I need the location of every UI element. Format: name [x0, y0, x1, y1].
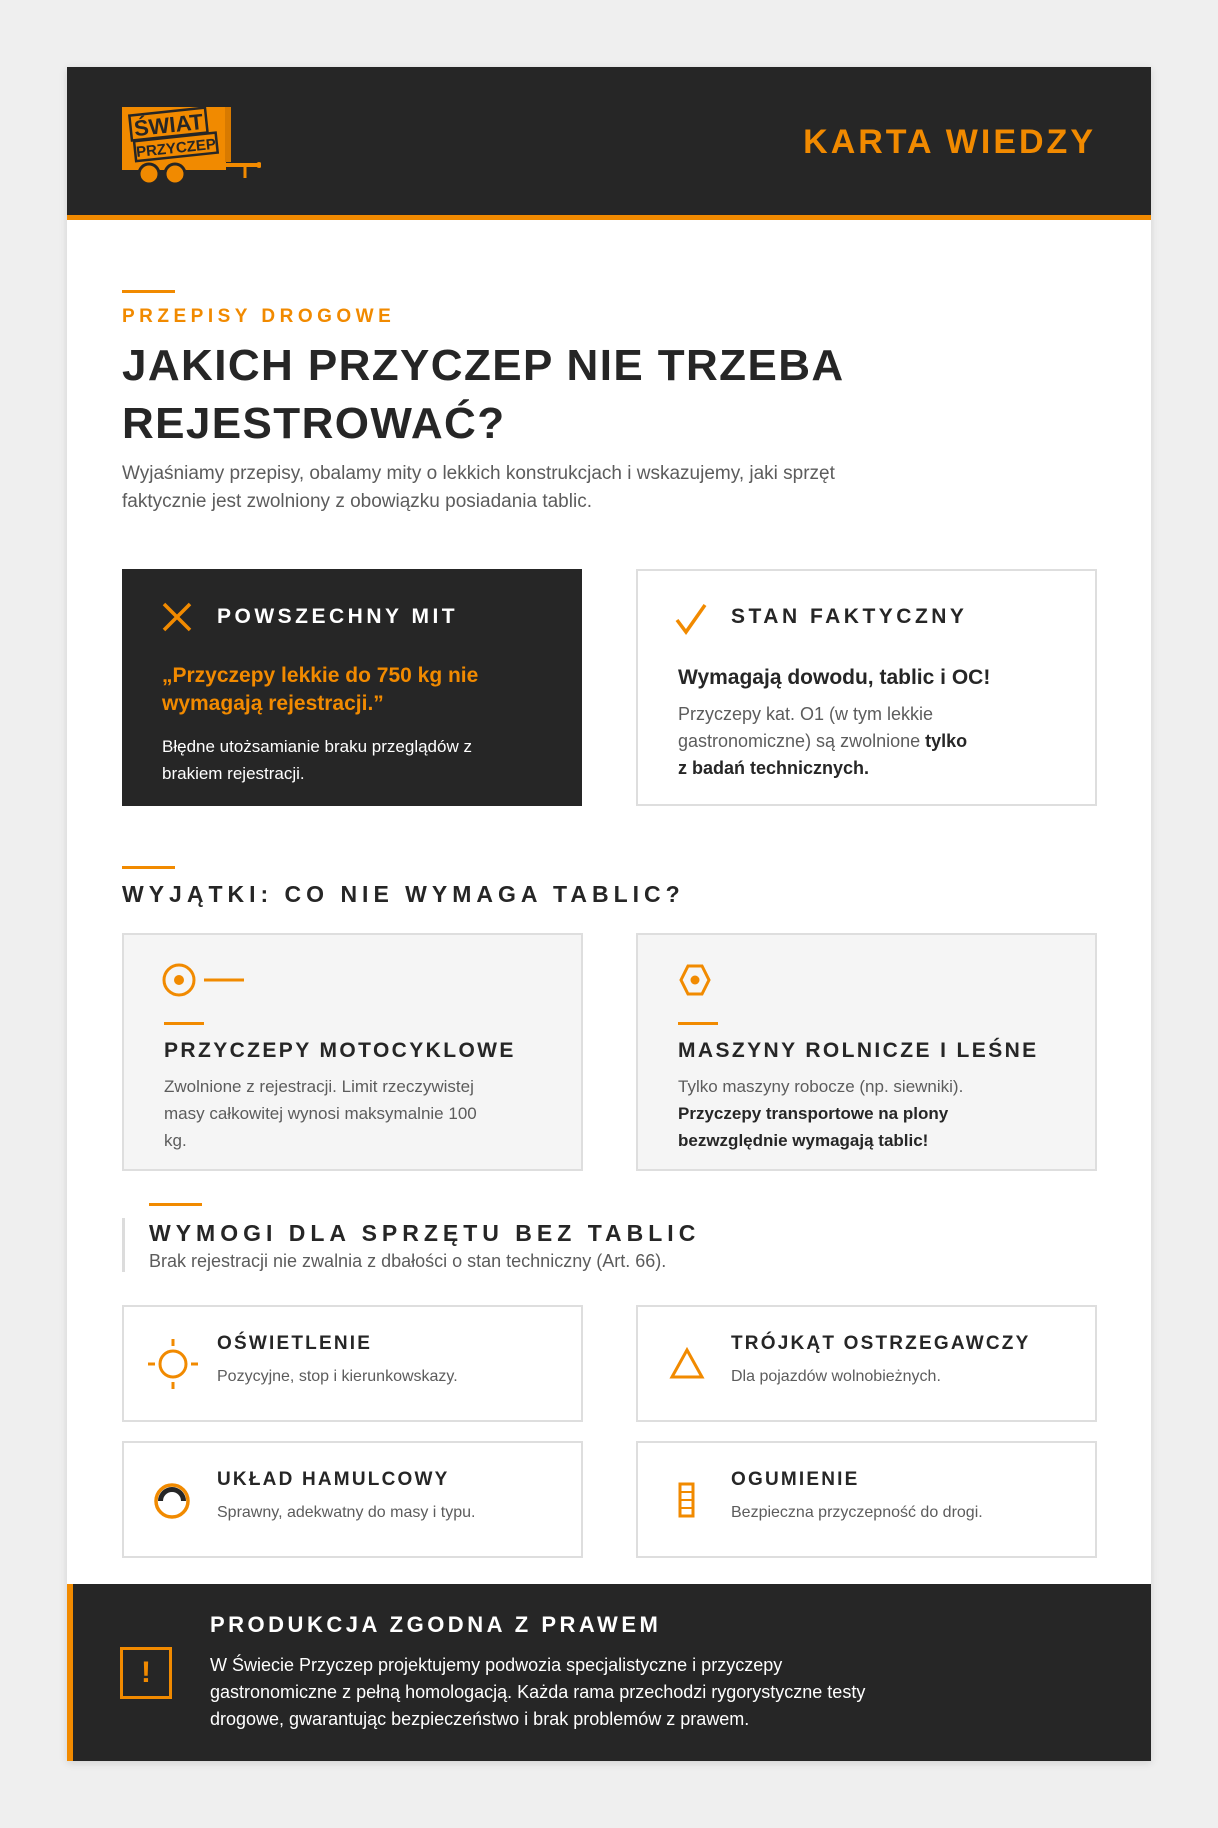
- fact-lead: Wymagają dowodu, tablic i OC!: [678, 666, 991, 689]
- exclamation-icon: !: [120, 1647, 172, 1699]
- requirement-desc: Dla pojazdów wolnobieżnych.: [731, 1368, 941, 1385]
- fact-text: [678, 701, 978, 782]
- exception-title: MASZYNY ROLNICZE I LEŚNE: [678, 1039, 1039, 1062]
- footer-text: W Świecie Przyczep projektujemy podwozia specjalistyczne i przyczepy gastronomiczne z pełną homologacją. Każda rama przechodzi rygorystyczne testy drogowe, gwarantując bezpieczeństwo i brak problemów z prawem.: [210, 1655, 866, 1729]
- requirement-tires: [636, 1441, 1097, 1558]
- logo-line1: ŚWIAT: [132, 108, 205, 142]
- hero-eyebrow: PRZEPISY DROGOWE: [122, 306, 396, 327]
- exception-card-agriculture: [636, 933, 1097, 1171]
- brake-icon: [142, 1469, 204, 1531]
- header-title: KARTA WIEDZY: [803, 123, 1096, 161]
- myth-heading: POWSZECHNY MIT: [217, 605, 459, 628]
- footer-title: PRODUKCJA ZGODNA Z PRAWEM: [210, 1612, 662, 1637]
- fact-text-main: Przyczepy kat. O1 (w tym lekkie gastronomiczne) są zwolnione: [678, 704, 934, 751]
- footer-banner: [67, 1584, 1151, 1761]
- requirement-name: OŚWIETLENIE: [217, 1333, 373, 1354]
- exception-title: PRZYCZEPY MOTOCYKLOWE: [164, 1039, 516, 1062]
- hex-nut-icon: [674, 959, 718, 1003]
- myth-box: [122, 569, 582, 806]
- hero-accent: [122, 290, 175, 293]
- light-icon: [142, 1333, 204, 1395]
- requirements-accent: [149, 1203, 202, 1206]
- hero-description: Wyjaśniamy przepisy, obalamy mity o lekkich konstrukcjach i wskazujemy, jaki sprzęt faktycznie jest zwolniony z obowiązku posiadania tablic.: [122, 463, 835, 512]
- requirement-desc: Pozycyjne, stop i kierunkowskazy.: [217, 1368, 458, 1385]
- exceptions-accent: [122, 866, 175, 869]
- requirement-name: OGUMIENIE: [731, 1469, 860, 1490]
- fact-box: [636, 569, 1097, 806]
- logo: [119, 99, 261, 189]
- requirement-lighting: [122, 1305, 583, 1422]
- exception-text-strong: Przyczepy transportowe na plony bezwzględnie wymagają tablic!: [678, 1104, 949, 1150]
- exception-card-motorcycle: [122, 933, 583, 1171]
- requirements-subtitle: Brak rejestracji nie zwalnia z dbałości o stan techniczny (Art. 66).: [149, 1251, 667, 1271]
- requirement-name: TRÓJKĄT OSTRZEGAWCZY: [731, 1333, 1031, 1354]
- exception-text-main: Zwolnione z rejestracji. Limit rzeczywistej masy całkowitej wynosi maksymalnie 100 kg.: [164, 1077, 477, 1150]
- exception-text-main: Tylko maszyny robocze (np. siewniki).: [678, 1077, 964, 1096]
- requirements-title: WYMOGI DLA SPRZĘTU BEZ TABLIC: [149, 1220, 701, 1246]
- header-bar: [67, 67, 1151, 215]
- check-icon: [674, 602, 708, 636]
- requirements-side-bar: [122, 1218, 125, 1272]
- exception-text: [164, 1073, 494, 1154]
- header-accent-line: [67, 215, 1151, 220]
- requirement-desc: Bezpieczna przyczepność do drogi.: [731, 1504, 983, 1521]
- exception-accent: [164, 1022, 204, 1025]
- exception-text: [678, 1073, 1008, 1154]
- requirement-name: UKŁAD HAMULCOWY: [217, 1469, 450, 1490]
- motorcycle-hitch-icon: [160, 959, 250, 1003]
- requirement-warning-triangle: [636, 1305, 1097, 1422]
- warning-triangle-icon: [656, 1333, 718, 1395]
- exception-accent: [678, 1022, 718, 1025]
- fact-text-strong: tylko z badań technicznych.: [678, 731, 968, 778]
- myth-quote: „Przyczepy lekkie do 750 kg nie wymagają rejestracji.”: [162, 664, 479, 715]
- myth-note: Błędne utożsamianie braku przeglądów z brakiem rejestracji.: [162, 737, 472, 783]
- cross-icon: [160, 600, 194, 634]
- page-title: JAKICH PRZYCZEP NIE TRZEBA REJESTROWAĆ?: [122, 341, 843, 448]
- fact-heading: STAN FAKTYCZNY: [731, 605, 968, 628]
- requirement-brakes: [122, 1441, 583, 1558]
- tire-tread-icon: [656, 1469, 718, 1531]
- knowledge-card: [67, 67, 1151, 1761]
- exceptions-title: WYJĄTKI: CO NIE WYMAGA TABLIC?: [122, 881, 685, 907]
- footer-accent-bar: [67, 1584, 73, 1761]
- logo-line2: PRZYCZEP: [135, 135, 217, 162]
- requirement-desc: Sprawny, adekwatny do masy i typu.: [217, 1504, 476, 1521]
